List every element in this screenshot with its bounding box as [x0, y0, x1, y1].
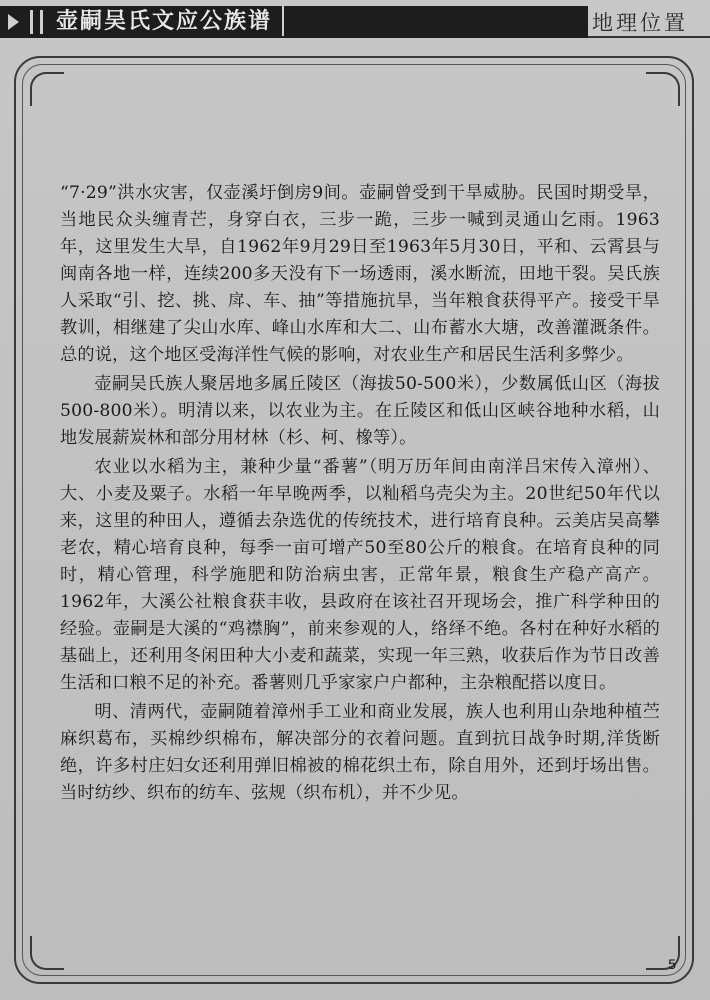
body-text: [60, 180, 660, 809]
header-divider: [30, 10, 33, 34]
section-title: 地理位置: [592, 11, 688, 35]
frame-corner: [30, 936, 64, 970]
header-divider: [40, 10, 43, 34]
frame-corner: [30, 72, 64, 106]
paragraph: “7·29”洪水灾害，仅壶溪圩倒房9间。壶嗣曾受到干旱威胁。民国时期受旱，当地民众头缠青芒，身穿白衣，三步一跪，三步一喊到灵通山乞雨。1963年，这里发生大旱，自1962年9月29日至1963年5月30日，平和、云霄县与闽南各地一样，连续200多天没有下一场透雨，溪水断流，田地干裂。吴氏族人采取“引、挖、挑、戽、车、抽”等措施抗旱，当年粮食获得平产。接受干旱教训，相继建了尖山水库、峰山水库和大二、山布蓄水大塘，改善灌溉条件。总的说，这个地区受海洋性气候的影响，对农业生产和居民生活利多弊少。: [60, 183, 660, 365]
page-number: 5: [668, 956, 676, 972]
paragraph: 明、清两代，壶嗣随着漳州手工业和商业发展，族人也利用山杂地种植苎麻织葛布，买棉纱织棉布，解决部分的衣着问题。直到抗日战争时期,洋货断绝，许多村庄妇女还利用弹旧棉被的棉花织土布，除自用外，还到圩场出售。当时纺纱、织布的纺车、弦规（织布机），并不少见。: [60, 702, 660, 803]
header-ornament: [282, 6, 298, 36]
book-title: 壶嗣吴氏文应公族谱: [56, 9, 273, 34]
header-rule: [588, 36, 710, 38]
arrow-icon: [8, 14, 19, 30]
paragraph: 壶嗣吴氏族人聚居地多属丘陵区（海拔50-500米），少数属低山区（海拔500-800米）。明清以来，以农业为主。在丘陵区和低山区峡谷地种水稻，山地发展薪炭林和部分用材林（杉、柯、橡等）。: [60, 374, 660, 448]
frame-corner: [646, 72, 680, 106]
paragraph: 农业以水稻为主，兼种少量“番薯”（明万历年间由南洋吕宋传入漳州）、大、小麦及粟子。水稻一年早晚两季，以籼稻乌壳尖为主。20世纪50年代以来，这里的种田人，遵循去杂选优的传统技术，进行培育良种。云美店吴高攀老农，精心培育良种，每季一亩可增产50至80公斤的粮食。在培育良种的同时，精心管理，科学施肥和防治病虫害，正常年景，粮食生产稳产高产。1962年，大溪公社粮食获丰收，县政府在该社召开现场会，推广科学种田的经验。壶嗣是大溪的“鸡襟胸”，前来参观的人，络绎不绝。各村在种好水稻的基础上，还利用冬闲田种大小麦和蔬菜，实现一年三熟，收获后作为节日改善生活和口粮不足的补充。番薯则几乎家家户户都种，主杂粮配搭以度日。: [60, 457, 660, 693]
